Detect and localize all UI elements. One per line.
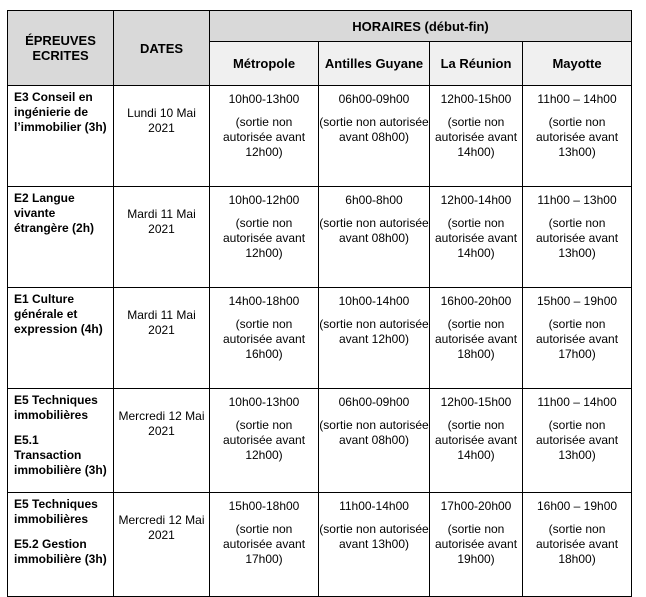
epreuve-name: E5 Techniques immobilières <box>14 497 98 526</box>
time-cell-la-reunion <box>430 187 523 288</box>
header-region-metropole: Métropole <box>210 42 319 86</box>
table-row <box>8 187 632 288</box>
epreuve-name: E5 Techniques immobilières <box>14 393 98 422</box>
epreuve-subname: E5.2 Gestion immobilière (3h) <box>14 537 107 566</box>
header-dates: DATES <box>114 11 210 86</box>
time-cell-metropole <box>210 288 319 389</box>
exam-schedule-table <box>7 10 632 597</box>
time-range: 11h00 – 13h00 <box>537 193 617 207</box>
header-region-la-reunion: La Réunion <box>430 42 523 86</box>
exit-note: (sortie non autorisée avant 17h00) <box>222 522 306 566</box>
time-cell-la-reunion <box>430 493 523 597</box>
epreuve-cell <box>8 493 114 597</box>
time-cell-la-reunion <box>430 86 523 187</box>
exit-note: (sortie non autorisée avant 08h00) <box>319 418 429 447</box>
epreuve-cell <box>8 288 114 389</box>
time-range: 16h00-20h00 <box>440 294 512 308</box>
time-cell-antilles-guyane <box>319 389 430 493</box>
epreuve-name: E3 Conseil en ingénierie de l’immobilier (3h) <box>14 90 107 134</box>
exit-note: (sortie non autorisée avant 13h00) <box>319 522 429 551</box>
header-horaires: HORAIRES (début-fin) <box>210 11 632 42</box>
epreuve-cell <box>8 86 114 187</box>
time-cell-metropole <box>210 493 319 597</box>
exit-note: (sortie non autorisée avant 12h00) <box>222 115 306 159</box>
time-cell-metropole <box>210 389 319 493</box>
time-cell-mayotte <box>523 86 632 187</box>
exit-note: (sortie non autorisée avant 19h00) <box>434 522 518 566</box>
time-range: 10h00-12h00 <box>228 193 300 207</box>
table-row <box>8 493 632 597</box>
time-cell-antilles-guyane <box>319 288 430 389</box>
time-cell-antilles-guyane <box>319 493 430 597</box>
date-cell: Mardi 11 Mai 2021 <box>114 288 210 389</box>
time-cell-la-reunion <box>430 288 523 389</box>
time-range: 12h00-15h00 <box>440 395 512 409</box>
time-range: 14h00-18h00 <box>228 294 300 308</box>
time-range: 10h00-14h00 <box>338 294 410 308</box>
time-range: 17h00-20h00 <box>440 499 512 513</box>
exit-note: (sortie non autorisée avant 14h00) <box>434 115 518 159</box>
table-row <box>8 389 632 493</box>
epreuve-subname: E5.1 Transaction immobilière (3h) <box>14 433 107 477</box>
time-range: 11h00 – 14h00 <box>537 92 617 106</box>
exit-note: (sortie non autorisée avant 12h00) <box>222 418 306 462</box>
time-range: 10h00-13h00 <box>228 395 300 409</box>
epreuve-cell <box>8 389 114 493</box>
date-cell: Mercredi 12 Mai 2021 <box>114 389 210 493</box>
time-range: 06h00-09h00 <box>338 395 410 409</box>
time-cell-metropole <box>210 187 319 288</box>
exit-note: (sortie non autorisée avant 08h00) <box>319 216 429 245</box>
time-range: 6h00-8h00 <box>345 193 403 207</box>
time-cell-antilles-guyane <box>319 86 430 187</box>
exit-note: (sortie non autorisée avant 16h00) <box>222 317 306 361</box>
exit-note: (sortie non autorisée avant 18h00) <box>535 522 619 566</box>
time-cell-mayotte <box>523 288 632 389</box>
time-cell-mayotte <box>523 187 632 288</box>
time-range: 11h00-14h00 <box>339 499 409 513</box>
exit-note: (sortie non autorisée avant 12h00) <box>222 216 306 260</box>
date-cell: Lundi 10 Mai 2021 <box>114 86 210 187</box>
date-cell: Mardi 11 Mai 2021 <box>114 187 210 288</box>
table-row <box>8 288 632 389</box>
time-cell-mayotte <box>523 389 632 493</box>
time-range: 06h00-09h00 <box>338 92 410 106</box>
table-row <box>8 86 632 187</box>
time-cell-metropole <box>210 86 319 187</box>
exit-note: (sortie non autorisée avant 13h00) <box>535 216 619 260</box>
exit-note: (sortie non autorisée avant 18h00) <box>434 317 518 361</box>
time-cell-mayotte <box>523 493 632 597</box>
time-range: 12h00-14h00 <box>440 193 512 207</box>
exit-note: (sortie non autorisée avant 12h00) <box>319 317 429 346</box>
time-range: 16h00 – 19h00 <box>536 499 618 513</box>
date-cell: Mercredi 12 Mai 2021 <box>114 493 210 597</box>
epreuve-cell <box>8 187 114 288</box>
time-range: 11h00 – 14h00 <box>537 395 617 409</box>
header-region-mayotte: Mayotte <box>523 42 632 86</box>
time-range: 15h00 – 19h00 <box>536 294 618 308</box>
epreuve-name: E1 Culture générale et expression (4h) <box>14 292 103 336</box>
time-cell-antilles-guyane <box>319 187 430 288</box>
time-range: 12h00-15h00 <box>440 92 512 106</box>
exit-note: (sortie non autorisée avant 13h00) <box>535 115 619 159</box>
exit-note: (sortie non autorisée avant 17h00) <box>535 317 619 361</box>
epreuve-name: E2 Langue vivante étrangère (2h) <box>14 191 95 235</box>
time-range: 10h00-13h00 <box>228 92 300 106</box>
time-range: 15h00-18h00 <box>228 499 300 513</box>
header-region-antilles-guyane: Antilles Guyane <box>319 42 430 86</box>
exit-note: (sortie non autorisée avant 13h00) <box>535 418 619 462</box>
header-epreuves: ÉPREUVES ECRITES <box>8 11 114 86</box>
exit-note: (sortie non autorisée avant 08h00) <box>319 115 429 144</box>
time-cell-la-reunion <box>430 389 523 493</box>
exit-note: (sortie non autorisée avant 14h00) <box>434 216 518 260</box>
exit-note: (sortie non autorisée avant 14h00) <box>434 418 518 462</box>
